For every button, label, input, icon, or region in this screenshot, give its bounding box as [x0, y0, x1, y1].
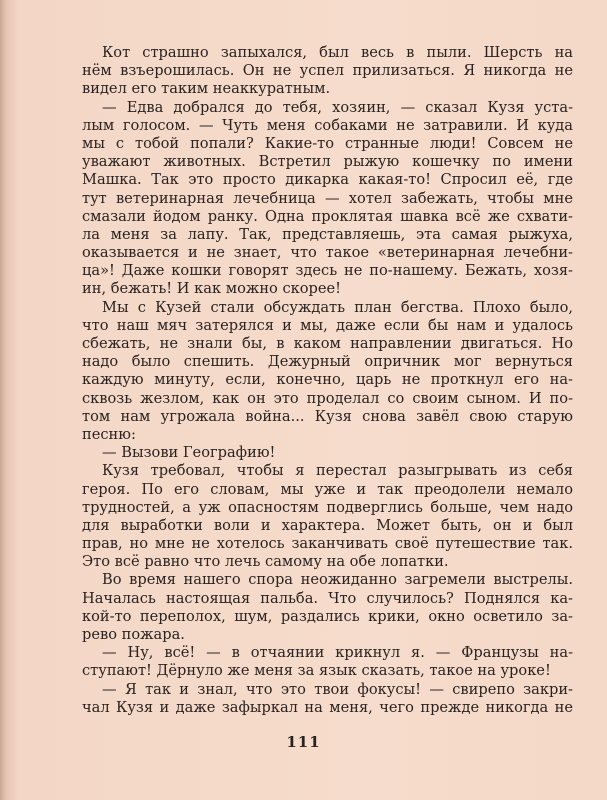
paragraph	[82, 644, 573, 680]
text-line: трудностей, а уж опасностям подверглись больше, чем надо	[82, 498, 573, 516]
text-line: песню:	[82, 425, 136, 443]
text-line: надо было спешить. Дежурный опричник мог вернуться	[82, 353, 573, 371]
text-line: ца»! Даже кошки говорят здесь не по-нашему. Бежать, хозя-	[82, 262, 573, 280]
paragraph	[82, 462, 573, 571]
text-line: тут ветеринарная лечебница — хотел забежать, чтобы мне	[82, 189, 573, 207]
paragraph	[82, 571, 573, 644]
text-line: Кот страшно запыхался, был весь в пыли. Шерсть на	[102, 44, 573, 61]
text-line: оказывается и не знает, что такое «ветеринарная лечебни-	[82, 244, 573, 262]
paragraph	[82, 44, 573, 99]
text-line: чал Кузя и даже зафыркал на меня, чего прежде никогда не	[82, 698, 573, 716]
text-line: Кузя требовал, чтобы я перестал разыгрывать из себя	[102, 462, 573, 480]
text-line: смазали йодом ранку. Одна проклятая шавка всё же схвати-	[82, 207, 573, 225]
paragraph	[82, 299, 573, 445]
text-line: — Вызови Географию!	[102, 444, 276, 462]
text-line: лым голосом. — Чуть меня собаками не затравили. И куда	[82, 116, 573, 134]
page-number: 111	[286, 733, 321, 751]
text-line: прав, но мне не хотелось заканчивать своё путешествие так.	[82, 535, 573, 553]
text-line: сквозь жезлом, как он это проделал со своим сыном. И по-	[82, 389, 573, 407]
text-line: — Ну, всё! — в отчаянии крикнул я. — Французы на-	[102, 644, 573, 662]
text-line: героя. По его словам, мы уже и так преодолели немало	[82, 480, 573, 498]
text-line: ступают! Дёрнуло же меня за язык сказать, такое на уроке!	[82, 662, 551, 680]
paragraph	[82, 99, 573, 299]
text-line: Во время нашего спора неожиданно загремели выстрелы.	[102, 571, 573, 589]
text-line: — Я так и знал, что это твои фокусы! — свирепо закри-	[102, 680, 573, 698]
text-line: сбежать, не знали бы, в каком направлении двигаться. Но	[82, 335, 573, 352]
text-line: уважают животных. Встретил рыжую кошечку по имени	[82, 153, 573, 171]
text-line: видел его таким неаккуратным.	[82, 80, 331, 98]
text-line: том нам угрожала война... Кузя снова завёл свою старую	[82, 407, 573, 425]
text-line: ин, бежать! И как можно скорее!	[82, 280, 342, 298]
text-line: нём взъерошилась. Он не успел прилизаться. Я никогда не	[82, 62, 573, 80]
text-line: мы с тобой попали? Какие-то странные люди! Совсем не	[82, 134, 573, 152]
text-line: Мы с Кузей стали обсуждать план бегства. Плохо было,	[102, 298, 573, 316]
text-line: ла меня за лапу. Так, представляешь, эта самая рыжуха,	[82, 225, 573, 243]
text-line: кой-то переполох, шум, раздались крики, окно осветило за-	[82, 607, 573, 625]
text-line: рево пожара.	[82, 626, 185, 643]
text-line: что наш мяч затерялся и мы, даже если бы нам и удалось	[82, 316, 573, 334]
text-line: Машка. Так это просто дикарка какая-то! Спросил её, где	[82, 171, 573, 189]
book-page-text	[82, 44, 573, 717]
paragraph	[82, 681, 573, 717]
text-line: — Едва добрался до тебя, хозяин, — сказал Кузя уста-	[102, 98, 573, 116]
text-line: Это всё равно что лечь самому на обе лопатки.	[82, 553, 449, 571]
paragraph	[82, 444, 573, 462]
text-line: для выработки воли и характера. Может быть, он и был	[82, 516, 573, 534]
text-line: каждую минуту, если, конечно, царь не проткнул его на-	[82, 371, 573, 389]
text-line: Началась настоящая пальба. Что случилось? Поднялся ка-	[82, 589, 573, 607]
